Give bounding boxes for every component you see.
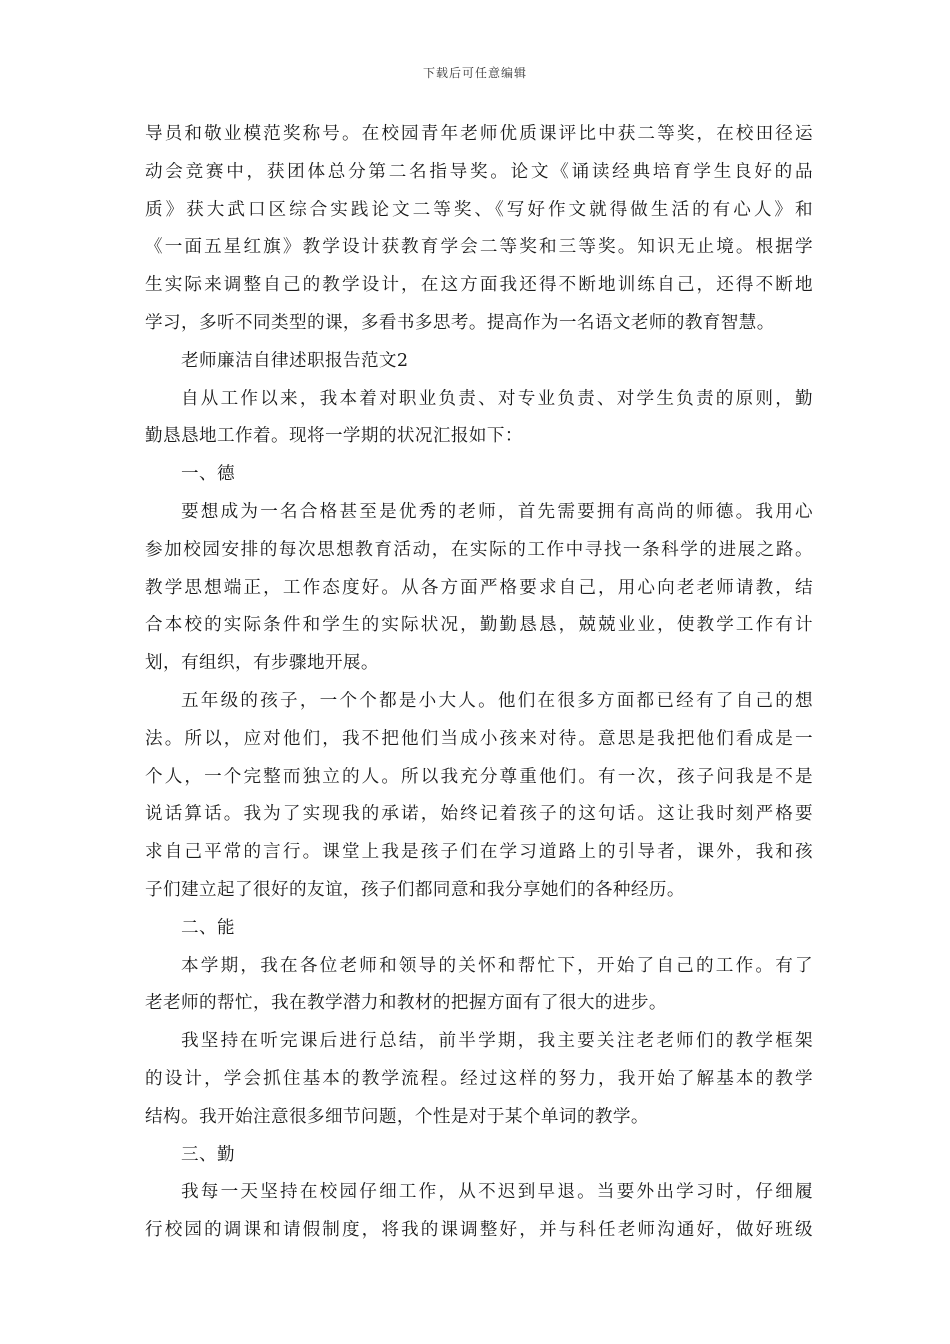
text-line: 划，有组织，有步骤地开展。 xyxy=(145,653,379,674)
download-note: 下载后可任意编辑 xyxy=(422,66,527,80)
text-line: 说话算话。我为了实现我的承诺，始终记着孩子的这句话。这让我时刻严格要 xyxy=(145,804,813,825)
document-body xyxy=(145,116,813,1250)
text-line: 结构。我开始注意很多细节问题，个性是对于某个单词的教学。 xyxy=(145,1106,649,1127)
text-line: 子们建立起了很好的友谊，孩子们都同意和我分享她们的各种经历。 xyxy=(145,879,685,900)
text-line: 本学期，我在各位老师和领导的关怀和帮忙下，开始了自己的工作。有了 xyxy=(181,955,813,976)
text-line: 参加校园安排的每次思想教育活动，在实际的工作中寻找一条科学的进展之路。 xyxy=(145,539,813,560)
text-line: 二、能 xyxy=(181,917,235,938)
text-line: 生实际来调整自己的教学设计，在这方面我还得不断地训练自己，还得不断地 xyxy=(145,275,813,296)
text-line: 学习，多听不同类型的课，多看书多思考。提高作为一名语文老师的教育智慧。 xyxy=(145,312,775,333)
text-line: 行校园的调课和请假制度，将我的课调整好，并与科任老师沟通好，做好班级 xyxy=(145,1220,813,1241)
text-line: 勤恳恳地工作着。现将一学期的状况汇报如下： xyxy=(145,426,523,447)
text-line: 教学思想端正，工作态度好。从各方面严格要求自己，用心向老老师请教，结 xyxy=(145,577,813,598)
text-line: 求自己平常的言行。课堂上我是孩子们在学习道路上的引导者，课外，我和孩 xyxy=(145,842,813,863)
text-line: 《一面五星红旗》教学设计获教育学会二等奖和三等奖。知识无止境。根据学 xyxy=(145,237,813,258)
text-line: 导员和敬业模范奖称号。在校园青年老师优质课评比中获二等奖，在校田径运 xyxy=(145,124,813,144)
text-line: 一、德 xyxy=(181,464,235,485)
text-line: 五年级的孩子，一个个都是小大人。他们在很多方面都已经有了自己的想 xyxy=(181,690,813,711)
text-line: 动会竞赛中，获团体总分第二名指导奖。论文《诵读经典培育学生良好的品 xyxy=(145,161,813,182)
text-line: 要想成为一名合格甚至是优秀的老师，首先需要拥有高尚的师德。我用心 xyxy=(181,501,813,522)
text-line: 法。所以，应对他们，我不把他们当成小孩来对待。意思是我把他们看成是一 xyxy=(145,728,813,749)
text-line: 我每一天坚持在校园仔细工作，从不迟到早退。当要外出学习时，仔细履 xyxy=(181,1182,813,1203)
text-line: 我坚持在听完课后进行总结，前半学期，我主要关注老老师们的教学框架 xyxy=(181,1031,813,1052)
text-line: 老老师的帮忙，我在教学潜力和教材的把握方面有了很大的进步。 xyxy=(145,993,667,1014)
text-line: 自从工作以来，我本着对职业负责、对专业负责、对学生负责的原则，勤 xyxy=(181,388,813,409)
text-line: 老师廉洁自律述职报告范文2 xyxy=(181,350,409,371)
text-line: 的设计，学会抓住基本的教学流程。经过这样的努力，我开始了解基本的教学 xyxy=(145,1068,813,1089)
text-line: 个人，一个完整而独立的人。所以我充分尊重他们。有一次，孩子问我是不是 xyxy=(145,766,813,787)
text-line: 三、勤 xyxy=(181,1144,235,1165)
text-line: 合本校的实际条件和学生的实际状况，勤勤恳恳，兢兢业业，使教学工作有计 xyxy=(145,615,813,636)
text-line: 质》获大武口区综合实践论文二等奖、《写好作文就得做生活的有心人》和 xyxy=(145,199,813,220)
